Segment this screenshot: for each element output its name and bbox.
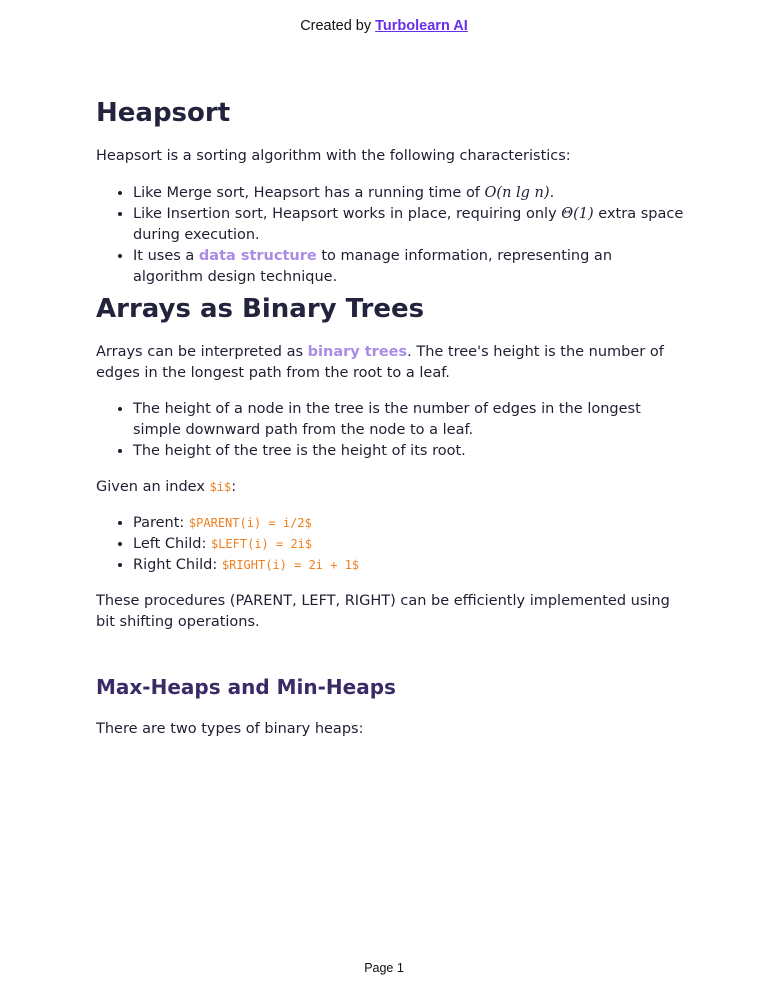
heapsort-intro: Heapsort is a sorting algorithm with the following characteristics: [96,148,571,164]
document-content [96,94,686,740]
list-item: • The height of the tree is the height of its root. [133,441,686,462]
page-number: Page 1 [364,961,404,975]
binary-trees-link[interactable]: binary trees [307,344,408,360]
heapsort-characteristics-list [96,183,686,288]
heaps-heading: Max-Heaps and Min-Heaps [96,675,396,699]
list-item: • Right Child: $RIGHT(i) = 2i + 1$ [133,555,686,576]
inline-code: $LEFT(i) = 2i$ [210,537,313,551]
list-item: • Like Insertion sort, Heapsort works in place, requiring only Θ(1) extra space during execution. [133,204,686,246]
arrays-intro: Arrays can be interpreted as binary trees. The tree's height is the number of edges in the longest path from the root to a leaf. [96,344,664,381]
heaps-intro: There are two types of binary heaps: [96,721,364,737]
list-item: • The height of a node in the tree is the number of edges in the longest simple downward path from the node to a leaf. [133,399,686,441]
bit-shifting-text: These procedures (PARENT, LEFT, RIGHT) can be efficiently implemented using bit shifting operations. [96,593,670,630]
data-structure-link[interactable]: data structure [198,248,317,264]
list-item: • Left Child: $LEFT(i) = 2i$ [133,534,686,555]
given-index-text: Given an index $i$: [96,479,237,495]
page-header [0,18,768,34]
inline-code: $RIGHT(i) = 2i + 1$ [221,558,360,572]
arrays-heading: Arrays as Binary Trees [96,294,425,324]
header-prefix: Created by [300,18,376,34]
list-item: • Like Merge sort, Heapsort has a running time of O(n lg n). [133,183,686,204]
math-expression: O(n lg n) [484,185,550,201]
height-list [96,399,686,462]
list-item: • Parent: $PARENT(i) = i/2$ [133,513,686,534]
list-item: • It uses a data structure to manage information, representing an algorithm design technique. [133,246,686,288]
turbolearn-link[interactable]: Turbolearn AI [375,18,468,34]
index-formulas-list [96,513,686,576]
math-expression: Θ(1) [561,206,594,222]
heapsort-heading: Heapsort [96,98,231,128]
inline-code: $PARENT(i) = i/2$ [188,516,312,530]
inline-code: $i$ [209,480,232,494]
